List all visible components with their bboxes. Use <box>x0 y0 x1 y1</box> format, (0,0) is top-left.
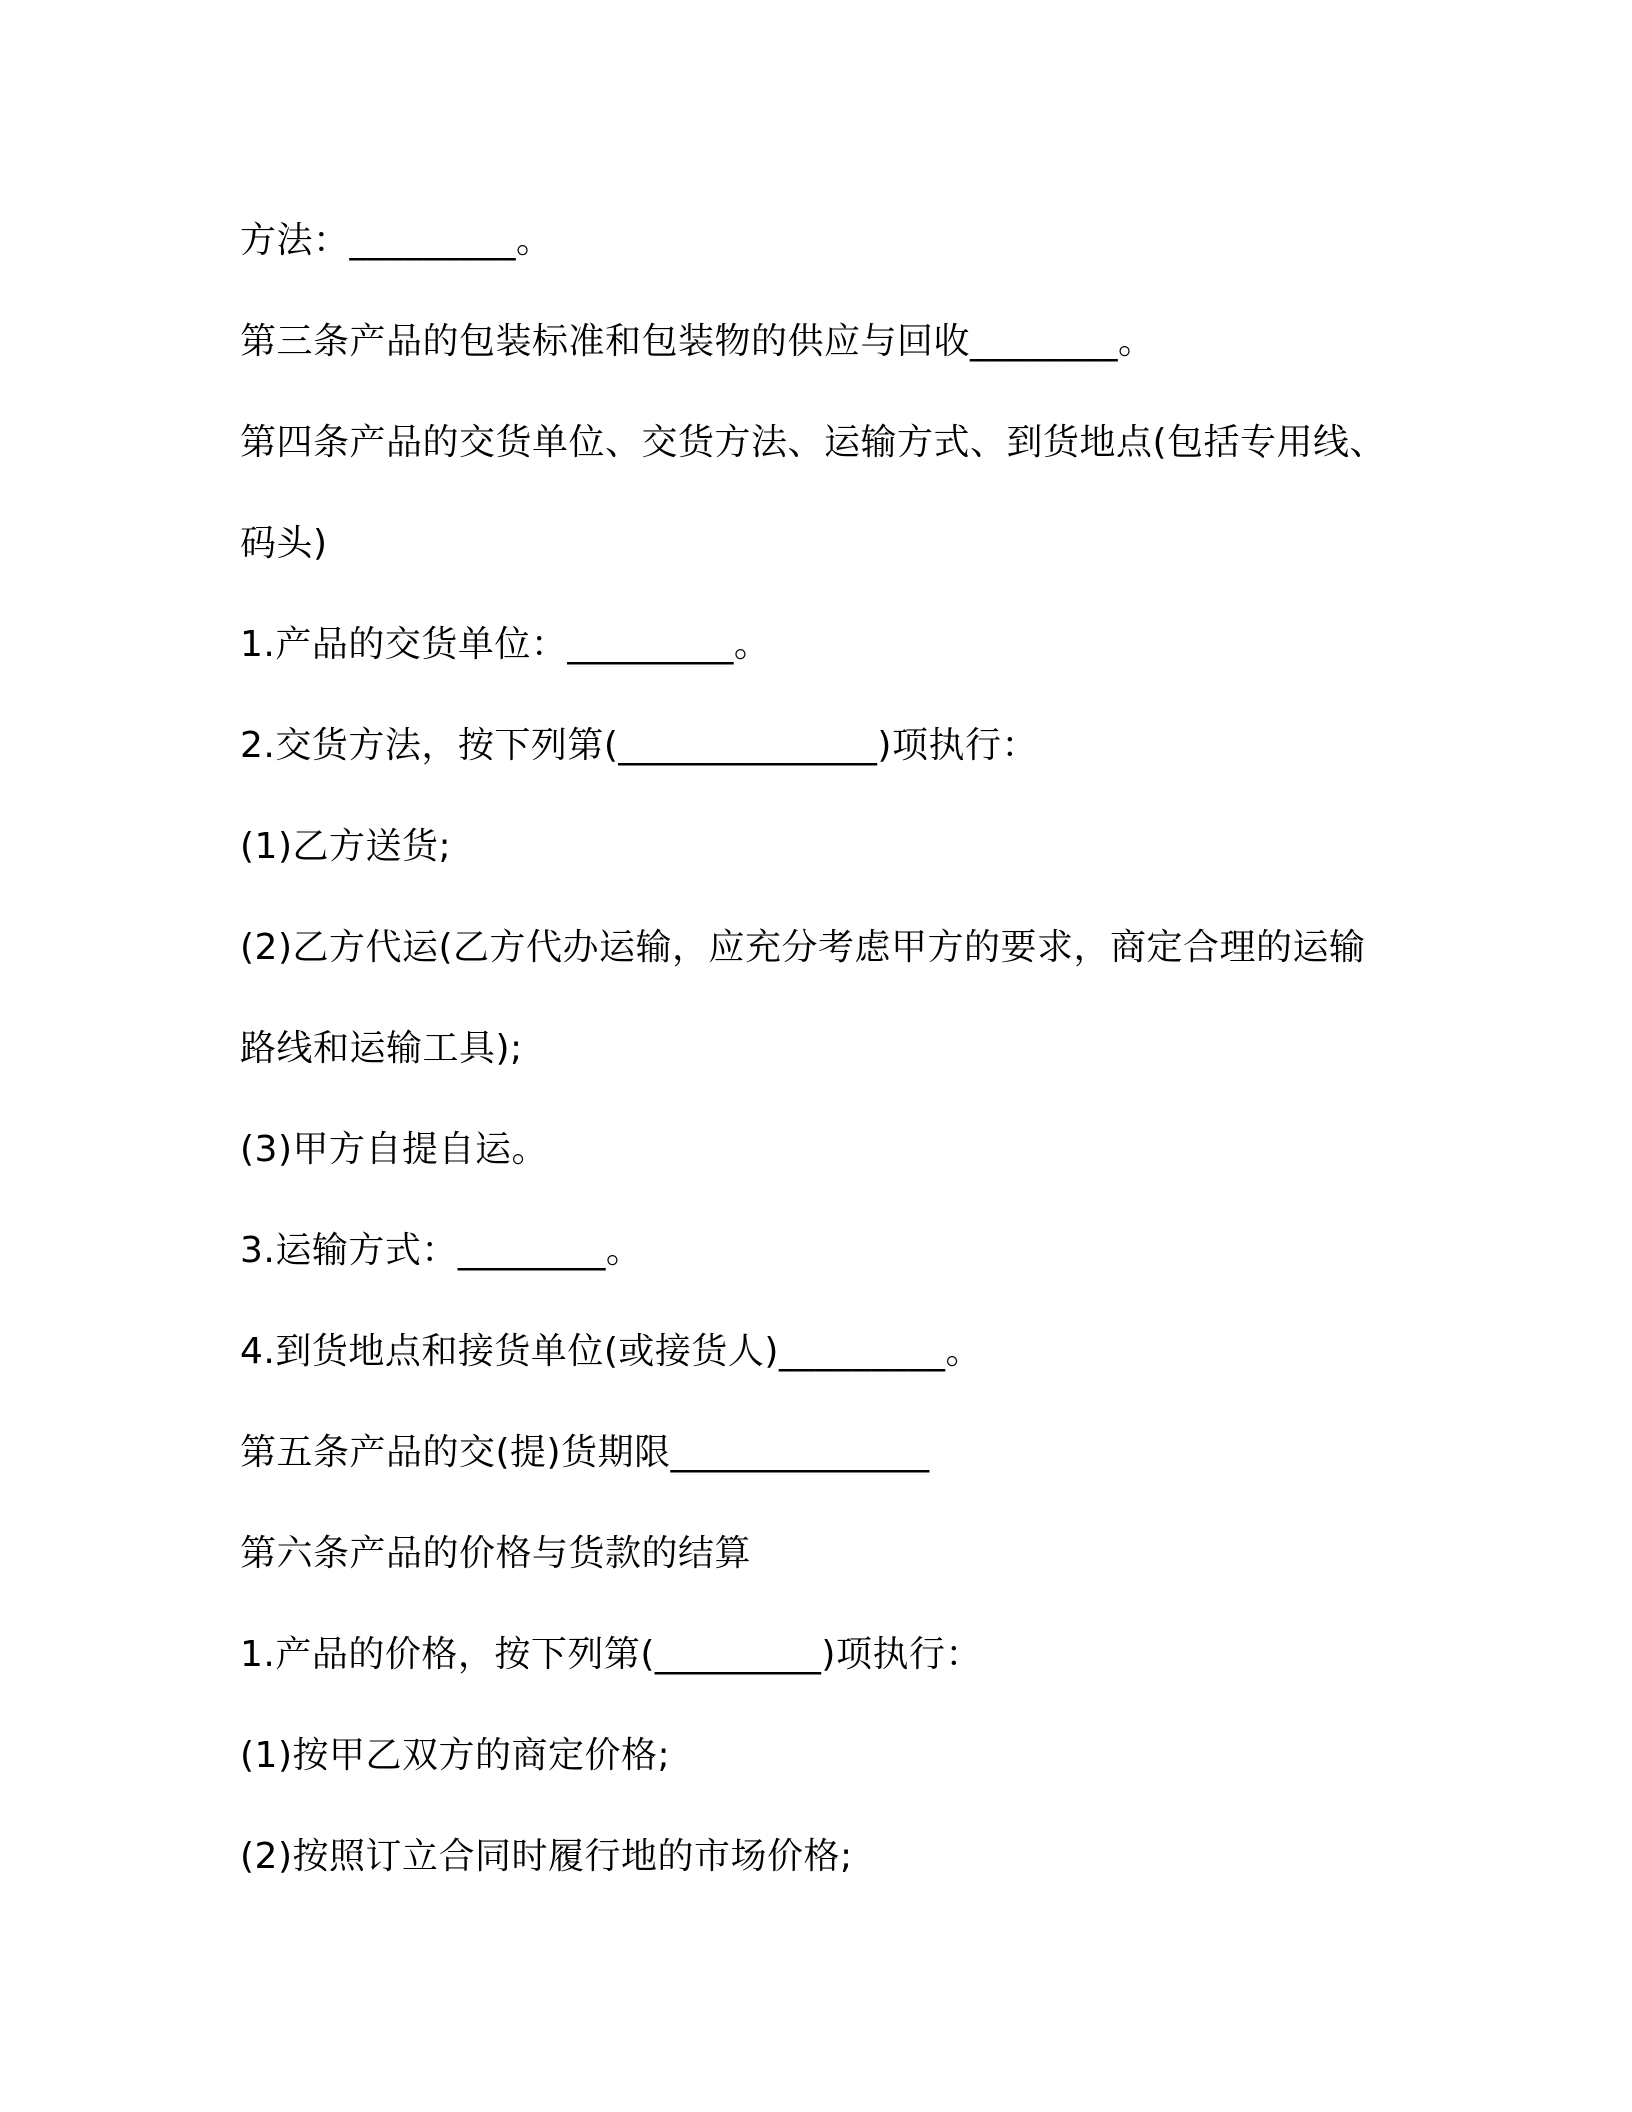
list-item: (2)按照订立合同时履行地的市场价格; <box>240 1836 853 1877</box>
document-body <box>240 190 1420 1907</box>
text-line: 2.交货方法，按下列第(______________)项执行： <box>240 725 1038 766</box>
clause-4-heading-continued: 码头) <box>240 523 328 564</box>
clause-6-heading: 第六条产品的价格与货款的结算 <box>240 1533 752 1574</box>
list-item-continued: 路线和运输工具); <box>240 1028 523 1069</box>
text-line: 4.到货地点和接货单位(或接货人)_________。 <box>240 1331 982 1372</box>
list-item: (2)乙方代运(乙方代办运输，应充分考虑甲方的要求，商定合理的运输 <box>240 927 1366 968</box>
list-item: (3)甲方自提自运。 <box>240 1129 548 1170</box>
text-line: 3.运输方式：________。 <box>240 1230 643 1271</box>
text-line: 1.产品的价格，按下列第(_________)项执行： <box>240 1634 982 1675</box>
clause-5-heading: 第五条产品的交(提)货期限______________ <box>240 1432 930 1473</box>
clause-3-heading: 第三条产品的包装标准和包装物的供应与回收________。 <box>240 321 1155 362</box>
clause-4-heading: 第四条产品的交货单位、交货方法、运输方式、到货地点(包括专用线、 <box>240 422 1387 463</box>
list-item: (1)按甲乙双方的商定价格; <box>240 1735 671 1776</box>
text-line: 方法：_________。 <box>240 220 553 261</box>
text-line: 1.产品的交货单位：_________。 <box>240 624 771 665</box>
list-item: (1)乙方送货; <box>240 826 452 867</box>
